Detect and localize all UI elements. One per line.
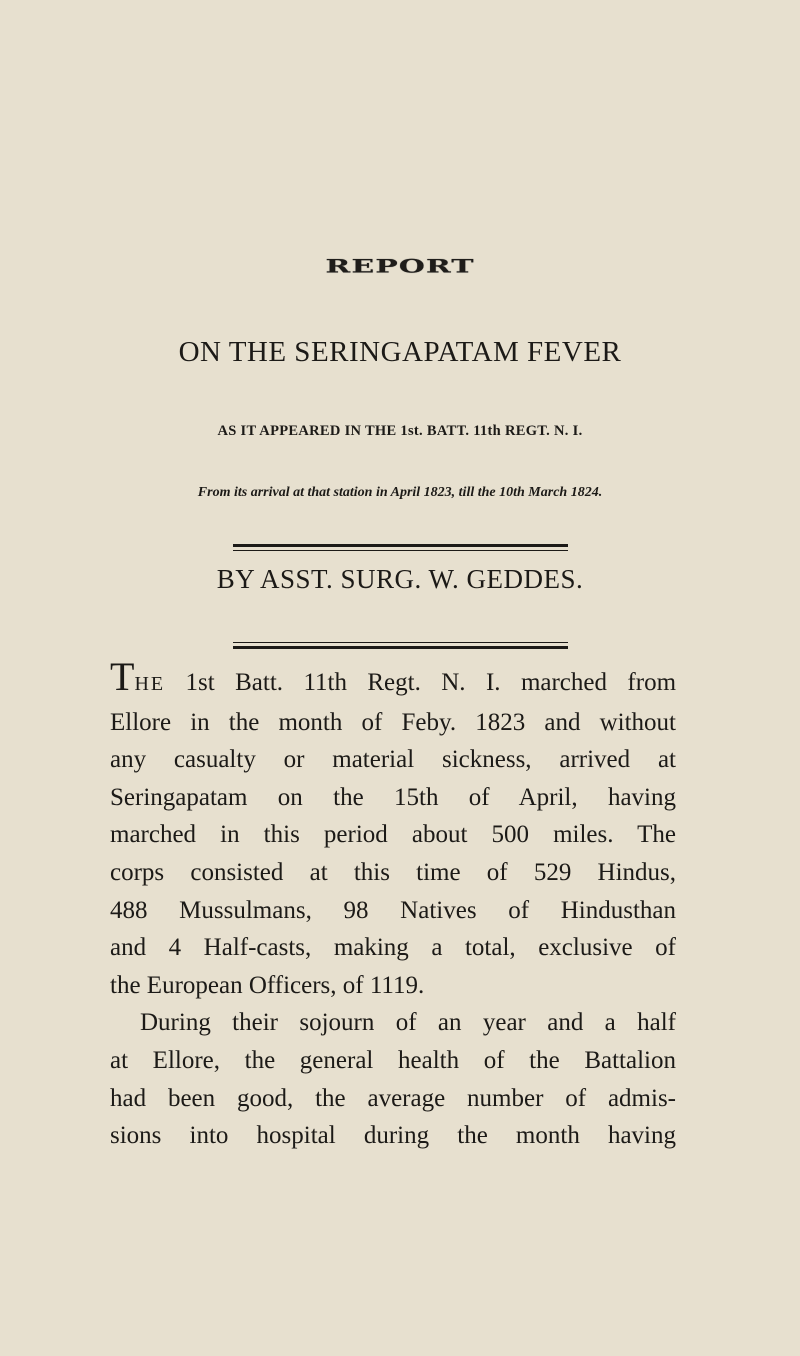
body-line-text: 1st Batt. 11th Regt. N. I. marched from [185, 669, 677, 696]
date-range: From its arrival at that station in April 1823, till the 10th March 1824. [197, 485, 603, 500]
body-line: the European Officers, of 1119. [110, 971, 425, 999]
body-line: at Ellore, the general health of the Battalion [110, 1046, 676, 1074]
body-line: marched in this period about 500 miles. The [110, 821, 676, 849]
drop-cap: T [110, 654, 135, 699]
report-heading: REPORT [325, 256, 475, 278]
bottom-rule-thick [233, 646, 568, 649]
subtitle: AS IT APPEARED IN THE 1st. BATT. 11th REGT. N. I. [217, 423, 583, 439]
body-line: 488 Mussulmans, 98 Natives of Hindusthan [110, 896, 676, 924]
author-byline: BY ASST. SURG. W. GEDDES. [216, 564, 584, 594]
bottom-rule-thin [233, 642, 568, 643]
body-line [110, 654, 677, 704]
body-line: During their sojourn of an year and a half [140, 1009, 676, 1037]
top-rule-thick [233, 544, 568, 547]
body-text [110, 654, 677, 1155]
page-title: ON THE SERINGAPATAM FEVER [178, 336, 622, 368]
top-rule-thin [233, 550, 568, 551]
small-caps: HE [134, 673, 166, 695]
body-line: Seringapatam on the 15th of April, having [110, 783, 676, 811]
body-line: corps consisted at this time of 529 Hindus, [110, 858, 676, 886]
body-line: any casualty or material sickness, arrived at [110, 746, 676, 774]
body-line: Ellore in the month of Feby. 1823 and without [110, 708, 676, 736]
body-line: sions into hospital during the month having [110, 1122, 676, 1150]
body-line: and 4 Half-casts, making a total, exclusive of [110, 934, 676, 962]
body-line: had been good, the average number of admis- [110, 1084, 676, 1112]
